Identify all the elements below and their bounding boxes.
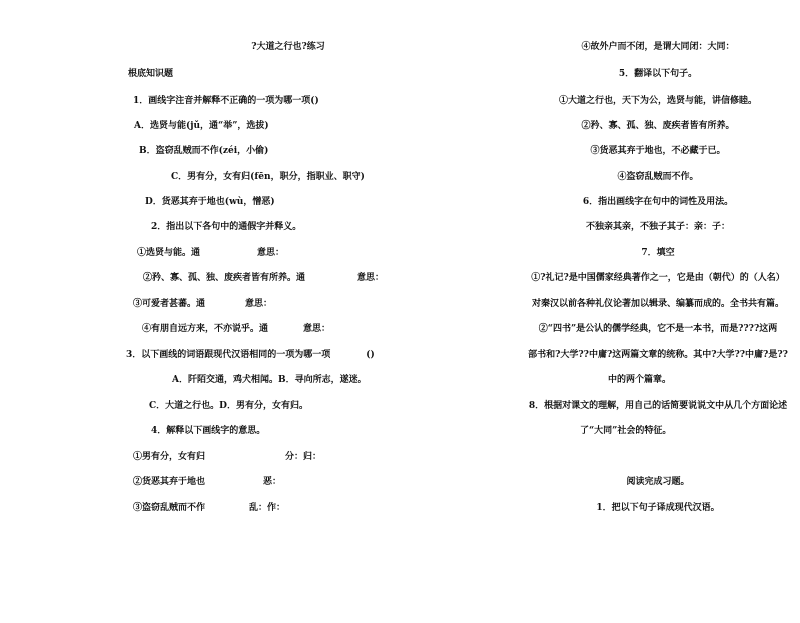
question-7-line-4: 部书和?大学??中庸?这两篇文章的统称。其中?大学??中庸?是??: [528, 350, 788, 360]
question-2-item-2: ②矜、寡、孤、独、废疾者皆有所养。通 意思：: [143, 273, 385, 283]
question-7-line-3: ②“四书”是公认的儒学经典，它不是一本书，而是????这两: [538, 324, 778, 334]
question-5-item-4: ④盗窃乱贼而不作。: [617, 172, 699, 182]
question-1-option-c: C．男有分，女有归(fēn，职分，指职业、职守): [171, 172, 365, 182]
question-4-item-1: ①男有分，女有归 分：归：: [133, 452, 322, 462]
question-3-options-cd: C．大道之行也。D．男有分，女有归。: [149, 401, 308, 411]
question-7-line-1: ①?礼记?是中国儒家经典著作之一，它是由（朝代）的（人名）: [531, 273, 785, 283]
question-4: 4．解释以下画线字的意思。: [151, 426, 266, 436]
question-7-line-2: 对秦汉以前各种礼仪论著加以辑录、编纂而成的。全书共有篇。: [531, 299, 785, 309]
question-2-item-1: ①选贤与能。通 意思：: [137, 248, 285, 258]
question-2-item-4: ④有朋自远方来，不亦说乎。通 意思：: [142, 324, 331, 334]
question-5-item-2: ②矜、寡、孤、独、废疾者皆有所养。: [581, 121, 735, 131]
question-6-item-1: 不独亲其亲，不独子其子：亲：子：: [585, 222, 731, 232]
question-5-item-3: ③货恶其弃于地也，不必藏于已。: [590, 146, 726, 156]
question-8-line-2: 了“大同”社会的特征。: [580, 426, 672, 436]
question-4-item-3: ③盗窃乱贼而不作 乱：作：: [133, 503, 286, 513]
question-3: 3．以下画线的词语跟现代汉语相同的一项为哪一项 (): [126, 350, 375, 360]
question-1-option-b: B．盗窃乱贼而不作(zéi，小偷): [139, 146, 269, 156]
reading-question-1: 1．把以下句子译成现代汉语。: [596, 503, 720, 513]
question-7-line-5: 中的两个篇章。: [608, 375, 672, 385]
right-page: [400, 0, 800, 623]
section-heading-reading: 阅读完成习题。: [626, 477, 690, 487]
question-3-options-ab: A．阡陌交通，鸡犬相闻。B．寻向所志，遂迷。: [172, 375, 367, 385]
question-6: 6．指出画线字在句中的词性及用法。: [582, 197, 734, 207]
section-heading-basics: 根底知识题: [128, 69, 174, 79]
question-2: 2．指出以下各句中的通假字并释义。: [151, 222, 302, 232]
question-5-item-1: ①大道之行也，天下为公，选贤与能，讲信修睦。: [558, 96, 758, 106]
question-7: 7．填空: [641, 248, 675, 258]
question-4-item-4: ④故外户而不闭，是谓大同闭：大同：: [581, 42, 735, 52]
question-8: 8．根据对课文的理解，用自己的话简要说说文中从几个方面论述: [528, 401, 788, 411]
question-1-option-a: A．选贤与能(jǔ，通“举”，选拔): [134, 121, 269, 131]
question-5: 5．翻译以下句子。: [618, 69, 698, 79]
question-4-item-2: ②货恶其弃于地也 恶：: [133, 477, 282, 487]
question-1: 1．画线字注音并解释不正确的一项为哪一项(): [133, 96, 319, 106]
worksheet-title: ?大道之行也?练习: [251, 42, 325, 52]
question-2-item-3: ③可爱者甚蕃。通 意思：: [133, 299, 273, 309]
question-1-option-d: D．货恶其弃于地也(wù，憎恶): [145, 197, 275, 207]
